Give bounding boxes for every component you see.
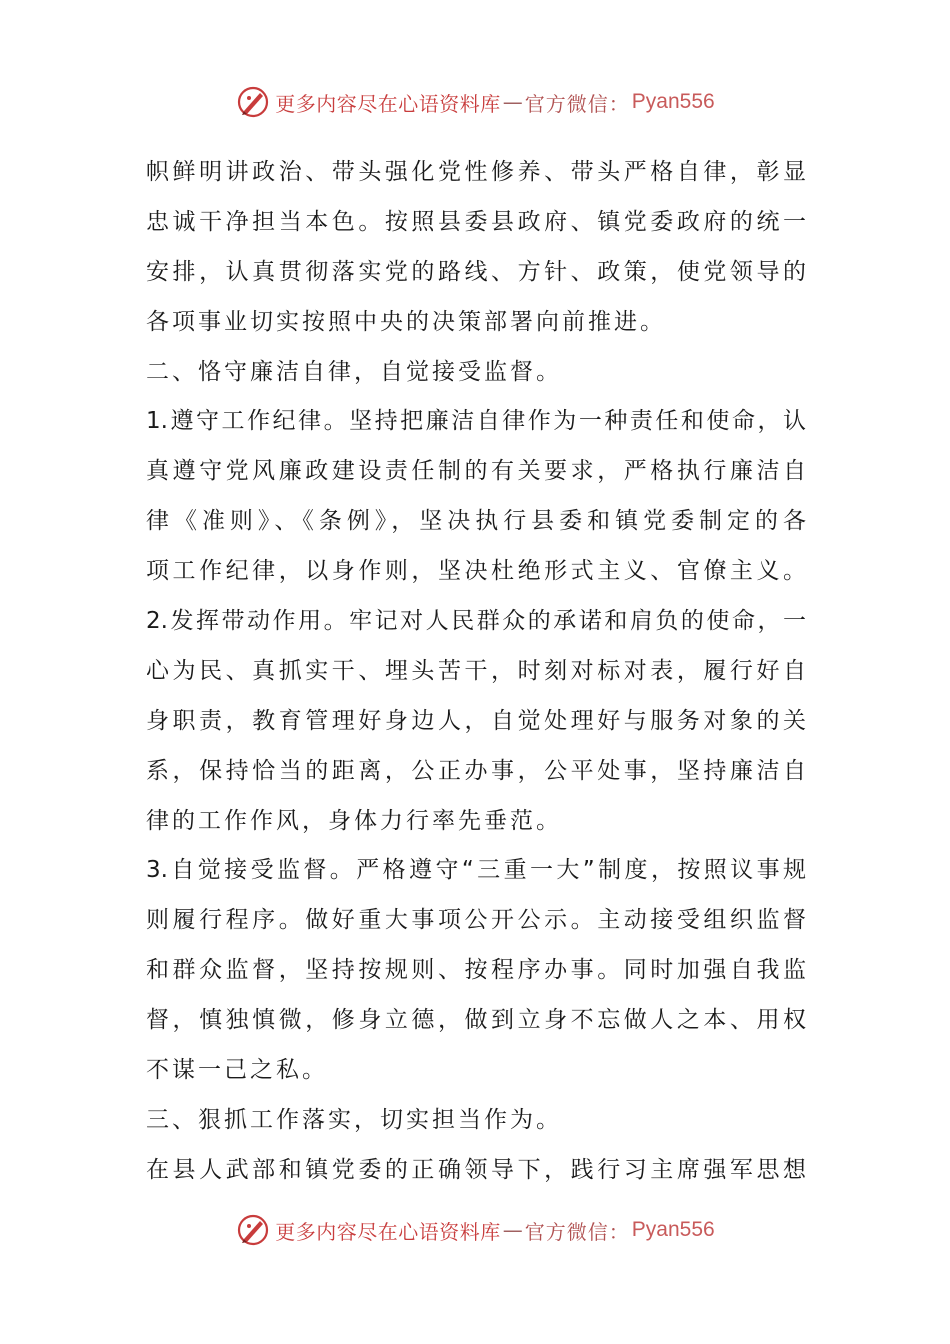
- banner-dash: —: [502, 1218, 523, 1242]
- text-line: 在县人武部和镇党委的正确领导下，践行习主席强军思想: [146, 1156, 806, 1183]
- text-line: 项工作纪律，以身作则，坚决杜绝形式主义、官僚主义。: [146, 558, 806, 585]
- document-body: [146, 148, 806, 1196]
- banner-brand-text: 更多内容尽在心语资料库: [275, 1219, 501, 1244]
- text-line: 则履行程序。做好重大事项公开公示。主动接受组织监督: [146, 907, 806, 934]
- text-line: 帜鲜明讲政治、带头强化党性修养、带头严格自律，彰显: [146, 159, 806, 185]
- text-line: 3.自觉接受监督。严格遵守“三重一大”制度，按照议事规: [146, 857, 806, 884]
- footer-banner: [0, 1210, 950, 1250]
- banner-wechat-label: 官方微信：: [524, 1219, 630, 1244]
- text-line: 真遵守党风廉政建设责任制的有关要求，严格执行廉洁自: [146, 458, 806, 485]
- text-line: 和群众监督，坚持按规则、按程序办事。同时加强自我监: [146, 957, 806, 984]
- text-line: 二、恪守廉洁自律，自觉接受监督。: [146, 358, 562, 385]
- banner-brand-text: 更多内容尽在心语资料库: [275, 91, 501, 116]
- text-line: 三、狠抓工作落实，切实担当作为。: [146, 1106, 562, 1133]
- text-line: 律的工作作风，身体力行率先垂范。: [146, 807, 562, 834]
- text-line: 律《准则》、《条例》，坚决执行县委和镇党委制定的各: [146, 508, 806, 535]
- text-line: 忠诚干净担当本色。按照县委县政府、镇党委政府的统一: [146, 208, 806, 235]
- text-line: 1.遵守工作纪律。坚持把廉洁自律作为一种责任和使命，认: [146, 408, 806, 435]
- text-line: 督，慎独慎微，修身立德，做到立身不忘做人之本、用权: [146, 1007, 806, 1034]
- pen-seal-logo-icon: [235, 84, 271, 120]
- pen-seal-logo-icon: [235, 1212, 271, 1248]
- text-line: 不谋一己之私。: [146, 1057, 328, 1084]
- text-line: 系，保持恰当的距离，公正办事，公平处事，坚持廉洁自: [146, 757, 806, 784]
- header-banner: [0, 82, 950, 122]
- banner-wechat-label: 官方微信：: [524, 91, 630, 116]
- text-line: 2.发挥带动作用。牢记对人民群众的承诺和肩负的使命，一: [146, 608, 806, 635]
- text-line: 身职责，教育管理好身边人，自觉处理好与服务对象的关: [146, 707, 806, 734]
- text-line: 安排，认真贯彻落实党的路线、方针、政策，使党领导的: [146, 258, 806, 285]
- banner-wechat-id: Pyan556: [631, 1218, 715, 1241]
- text-line: 各项事业切实按照中央的决策部署向前推进。: [146, 308, 666, 335]
- banner-dash: —: [502, 90, 523, 114]
- banner-wechat-id: Pyan556: [631, 90, 715, 113]
- text-line: 心为民、真抓实干、埋头苦干，时刻对标对表，履行好自: [146, 657, 806, 684]
